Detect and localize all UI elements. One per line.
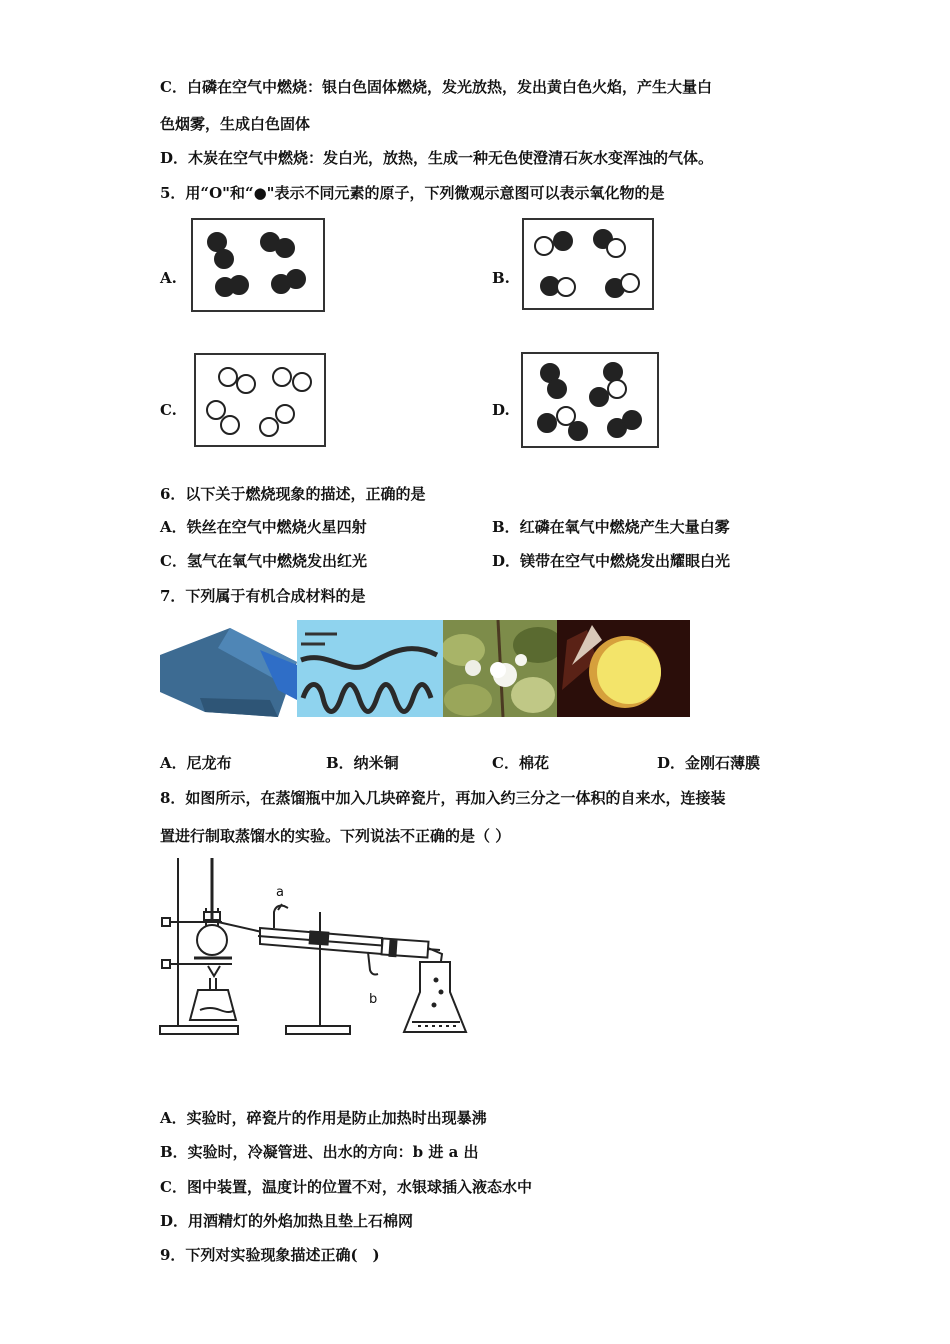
distillation-apparatus-diagram <box>150 850 480 1050</box>
black-atom <box>286 269 306 289</box>
white-atom <box>275 404 295 424</box>
black-atom <box>214 249 234 269</box>
q5-label-c: C. <box>160 401 177 419</box>
white-atom <box>292 372 312 392</box>
black-atom <box>229 275 249 295</box>
q5-diagram-a <box>191 218 325 312</box>
q8-option-c: C．图中装置，温度计的位置不对，水银球插入液态水中 <box>160 1178 532 1196</box>
q4-option-c-line1: C．白磷在空气中燃烧：银白色固体燃烧，发光放热，发出黄白色火焰，产生大量白 <box>160 78 712 96</box>
label-b: b <box>369 992 378 1007</box>
q6-stem: 6．以下关于燃烧现象的描述，正确的是 <box>160 485 426 503</box>
q5-stem: 5．用“O"和“●"表示不同元素的原子，下列微观示意图可以表示氧化物的是 <box>160 184 665 202</box>
black-atom <box>622 410 642 430</box>
nylon-cloth-image <box>160 620 297 717</box>
q5-diagram-b <box>522 218 654 310</box>
white-atom <box>606 238 626 258</box>
q4-option-c-line2: 色烟雾，生成白色固体 <box>160 115 311 133</box>
q8-option-a: A．实验时，碎瓷片的作用是防止加热时出现暴沸 <box>160 1109 487 1127</box>
q5-label-b: B. <box>492 269 510 287</box>
q6-option-d: D．镁带在空气中燃烧发出耀眼白光 <box>492 552 731 570</box>
q7-option-d: D．金刚石薄膜 <box>657 754 761 772</box>
black-atom <box>568 421 588 441</box>
black-atom <box>275 238 295 258</box>
white-atom <box>218 367 238 387</box>
q5-label-d: D. <box>492 401 510 419</box>
nano-copper-image <box>297 620 443 717</box>
q8-stem-line2: 置进行制取蒸馏水的实验。下列说法不正确的是（ ） <box>160 827 511 845</box>
white-atom <box>220 415 240 435</box>
white-atom <box>236 374 256 394</box>
white-atom <box>607 379 627 399</box>
white-atom <box>620 273 640 293</box>
q7-option-a: A．尼龙布 <box>160 754 232 772</box>
q7-option-b: B．纳米铜 <box>326 754 399 772</box>
q8-stem-line1: 8．如图所示，在蒸馏瓶中加入几块碎瓷片，再加入约三分之一体积的自来水，连接装 <box>160 789 726 807</box>
q8-option-d: D．用酒精灯的外焰加热且垫上石棉网 <box>160 1212 414 1230</box>
diamond-film-image <box>557 620 690 717</box>
q7-stem: 7．下列属于有机合成材料的是 <box>160 587 366 605</box>
black-atom <box>547 379 567 399</box>
q6-option-c: C．氢气在氧气中燃烧发出红光 <box>160 552 367 570</box>
q5-label-a: A. <box>160 269 177 287</box>
q8-option-b: B．实验时，冷凝管进、出水的方向：b 进 a 出 <box>160 1143 479 1161</box>
q6-option-b: B．红磷在氧气中燃烧产生大量白雾 <box>492 518 730 536</box>
black-atom <box>589 387 609 407</box>
q5-diagram-c <box>194 353 326 447</box>
q6-option-a: A．铁丝在空气中燃烧火星四射 <box>160 518 367 536</box>
white-atom <box>534 236 554 256</box>
white-atom <box>272 367 292 387</box>
black-atom <box>537 413 557 433</box>
cotton-image <box>443 620 557 717</box>
white-atom <box>556 277 576 297</box>
q5-diagram-d <box>521 352 659 448</box>
q9-stem: 9．下列对实验现象描述正确( ) <box>160 1246 380 1264</box>
label-a: a <box>276 885 284 900</box>
black-atom <box>553 231 573 251</box>
q4-option-d: D．木炭在空气中燃烧：发白光，放热，生成一种无色使澄清石灰水变浑浊的气体。 <box>160 149 714 167</box>
q7-option-c: C．棉花 <box>492 754 549 772</box>
